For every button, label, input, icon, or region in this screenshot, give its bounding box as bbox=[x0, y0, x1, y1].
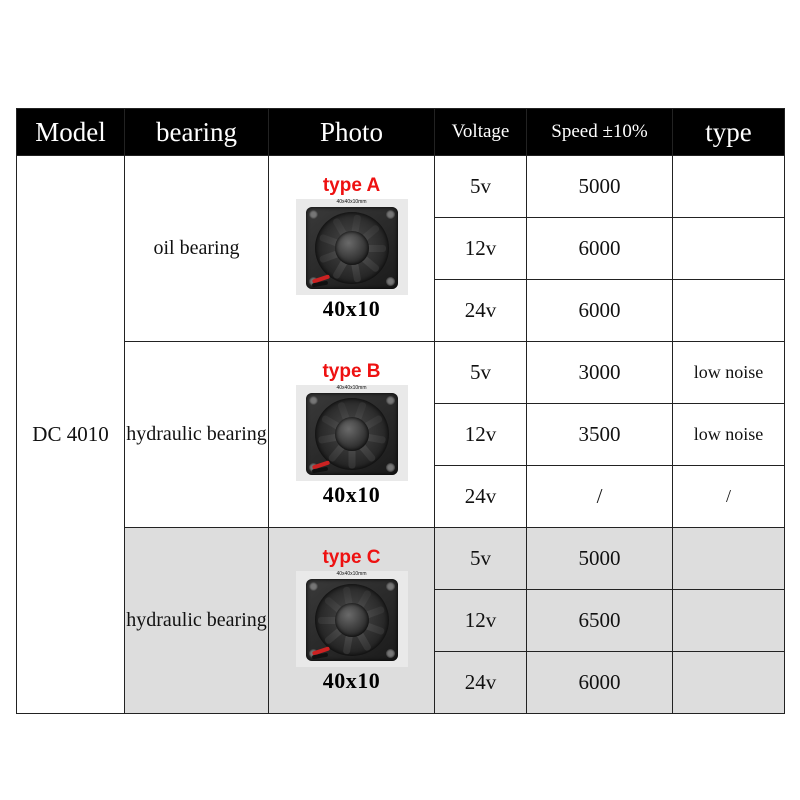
fan-size-label-b: 40x10 bbox=[322, 482, 381, 507]
fan-specification-table bbox=[16, 108, 785, 714]
column-header-model: Model bbox=[17, 109, 125, 156]
type-cell: low noise bbox=[673, 404, 785, 466]
photo-cell-b bbox=[269, 342, 435, 528]
column-header-bearing: bearing bbox=[125, 109, 269, 156]
type-cell bbox=[673, 156, 785, 218]
fan-screw-hole-icon bbox=[309, 396, 318, 405]
fan-screw-hole-icon bbox=[386, 463, 395, 472]
speed-cell: 6000 bbox=[527, 280, 673, 342]
fan-image-c bbox=[290, 571, 414, 694]
fan-size-label-a: 40x10 bbox=[322, 296, 381, 321]
speed-cell: 3000 bbox=[527, 342, 673, 404]
fan-icon bbox=[296, 571, 408, 667]
voltage-cell: 24v bbox=[435, 652, 527, 714]
speed-cell: 6000 bbox=[527, 218, 673, 280]
model-cell: DC 4010 bbox=[17, 156, 125, 714]
fan-hub bbox=[335, 231, 369, 265]
voltage-cell: 24v bbox=[435, 466, 527, 528]
table-row bbox=[17, 156, 785, 218]
type-cell bbox=[673, 218, 785, 280]
photo-type-label-a: type A bbox=[322, 175, 381, 196]
fan-screw-hole-icon bbox=[386, 210, 395, 219]
fan-dimension-note-a: 40x40x10mm bbox=[336, 199, 367, 205]
voltage-cell: 5v bbox=[435, 342, 527, 404]
fan-screw-hole-icon bbox=[309, 582, 318, 591]
fan-blade-ring bbox=[315, 584, 389, 656]
fan-frame bbox=[306, 393, 398, 475]
fan-image-a bbox=[290, 199, 414, 322]
fan-screw-hole-icon bbox=[309, 210, 318, 219]
photo-cell-c bbox=[269, 528, 435, 714]
fan-frame bbox=[306, 579, 398, 661]
fan-hub bbox=[335, 417, 369, 451]
fan-screw-hole-icon bbox=[386, 582, 395, 591]
speed-cell: 5000 bbox=[527, 528, 673, 590]
photo-type-label-c: type C bbox=[322, 547, 381, 568]
voltage-cell: 12v bbox=[435, 404, 527, 466]
fan-screw-hole-icon bbox=[386, 277, 395, 286]
photo-cell-a bbox=[269, 156, 435, 342]
voltage-cell: 5v bbox=[435, 528, 527, 590]
fan-size-label-c: 40x10 bbox=[322, 668, 381, 693]
fan-image-b bbox=[290, 385, 414, 508]
type-cell bbox=[673, 590, 785, 652]
voltage-cell: 12v bbox=[435, 590, 527, 652]
photo-type-label-b: type B bbox=[322, 361, 381, 382]
speed-cell: 6500 bbox=[527, 590, 673, 652]
fan-icon bbox=[296, 385, 408, 481]
type-cell: / bbox=[673, 466, 785, 528]
speed-cell: 5000 bbox=[527, 156, 673, 218]
column-header-voltage: Voltage bbox=[435, 109, 527, 156]
column-header-type: type bbox=[673, 109, 785, 156]
voltage-cell: 12v bbox=[435, 218, 527, 280]
fan-screw-hole-icon bbox=[386, 649, 395, 658]
fan-hub bbox=[335, 603, 369, 637]
voltage-cell: 5v bbox=[435, 156, 527, 218]
column-header-speed: Speed ±10% bbox=[527, 109, 673, 156]
fan-screw-hole-icon bbox=[386, 396, 395, 405]
speed-cell: 3500 bbox=[527, 404, 673, 466]
speed-cell: 6000 bbox=[527, 652, 673, 714]
bearing-cell-b: hydraulic bearing bbox=[125, 342, 269, 528]
type-cell bbox=[673, 528, 785, 590]
bearing-cell-c: hydraulic bearing bbox=[125, 528, 269, 714]
fan-icon bbox=[296, 199, 408, 295]
bearing-cell-a: oil bearing bbox=[125, 156, 269, 342]
table-row bbox=[17, 528, 785, 590]
fan-dimension-note-c: 40x40x10mm bbox=[336, 571, 367, 577]
type-cell bbox=[673, 652, 785, 714]
speed-cell: / bbox=[527, 466, 673, 528]
column-header-photo: Photo bbox=[269, 109, 435, 156]
table-row bbox=[17, 342, 785, 404]
fan-dimension-note-b: 40x40x10mm bbox=[336, 385, 367, 391]
voltage-cell: 24v bbox=[435, 280, 527, 342]
type-cell: low noise bbox=[673, 342, 785, 404]
table-header-row bbox=[17, 109, 785, 156]
fan-frame bbox=[306, 207, 398, 289]
fan-blade-ring bbox=[315, 212, 389, 284]
type-cell bbox=[673, 280, 785, 342]
fan-blade-ring bbox=[315, 398, 389, 470]
